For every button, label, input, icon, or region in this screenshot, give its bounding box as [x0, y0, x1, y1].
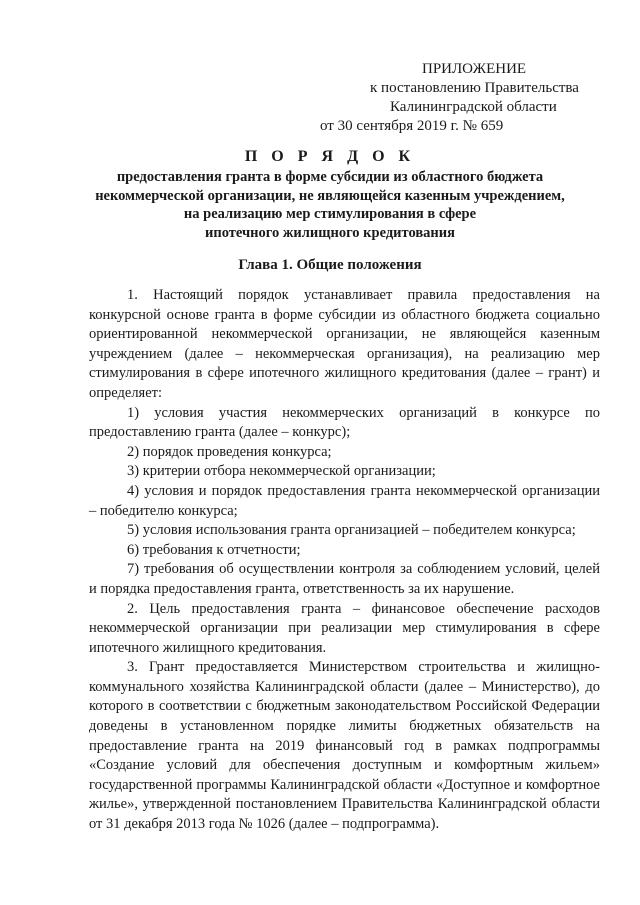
document-subtitle-line: некоммерческой организации, не являющейся казенным учреждением,	[95, 187, 565, 204]
appendix-heading: ПРИЛОЖЕНИЕ	[422, 61, 527, 77]
paragraph-1: 1. Настоящий порядок устанавливает правила предоставления на конкурсной основе гранта в форме субсидии из областного бюджета социально ориентированной некоммерческой организации, не являющейся казенным учреждением (далее – некоммерческая организация), на реализацию мер стимулирования в сфере ипотечного жилищного кредитования (далее – грант) и определяет:	[89, 287, 600, 401]
list-item-7: 7) требования об осуществлении контроля за соблюдением условий, целей и порядка предоставления гранта, ответственность за их нарушение.	[89, 561, 600, 597]
appendix-resolution-ref: к постановлению Правительства	[370, 80, 579, 96]
document-subtitle-line: ипотечного жилищного кредитования	[205, 224, 455, 241]
appendix-block	[320, 60, 590, 136]
list-item-1: 1) условия участия некоммерческих организаций в конкурсе по предоставлению гранта (далее – конкурс);	[89, 404, 600, 441]
chapter-heading: Глава 1. Общие положения	[238, 257, 422, 273]
document-subtitle-line: предоставления гранта в форме субсидии из областного бюджета	[116, 169, 544, 185]
appendix-region: Калининградской области	[390, 99, 557, 115]
document-title-block	[80, 146, 580, 242]
list-item-2: 2) порядок проведения конкурса;	[127, 443, 332, 460]
list-item-6: 6) требования к отчетности;	[127, 541, 301, 558]
paragraph-2: 2. Цель предоставления гранта – финансовое обеспечение расходов некоммерческой организации при реализации мер стимулирования в сфере ипотечного жилищного кредитования.	[89, 600, 600, 656]
list-item-4: 4) условия и порядок предоставления гранта некоммерческой организации – победителю конкурса;	[89, 482, 600, 519]
document-body	[89, 286, 600, 835]
document-subtitle-line: на реализацию мер стимулирования в сфере	[183, 206, 477, 222]
appendix-date-number: от 30 сентября 2019 г. № 659	[320, 118, 504, 134]
list-item-3: 3) критерии отбора некоммерческой организации;	[127, 463, 436, 480]
paragraph-3: 3. Грант предоставляется Министерством строительства и жилищно-коммунального хозяйства Калининградской области (далее – Министерство), до которого в соответствии с бюджетным законодательством Российской Федерации доведены в установленном порядке лимиты бюджетных обязательств на предоставление гранта на 2019 финансовый год в рамках подпрограммы «Создание условий для обеспечения доступным и комфортным жильем» государственной программы Калининградской области «Доступное и комфортное жилье», утвержденной постановлением Правительства Калининградской области от 31 декабря 2013 года № 1026 (далее – подпрограмма).	[89, 659, 600, 833]
list-item-5: 5) условия использования гранта организацией – победителем конкурса;	[127, 522, 576, 539]
document-title: П О Р Я Д О К	[244, 148, 416, 165]
